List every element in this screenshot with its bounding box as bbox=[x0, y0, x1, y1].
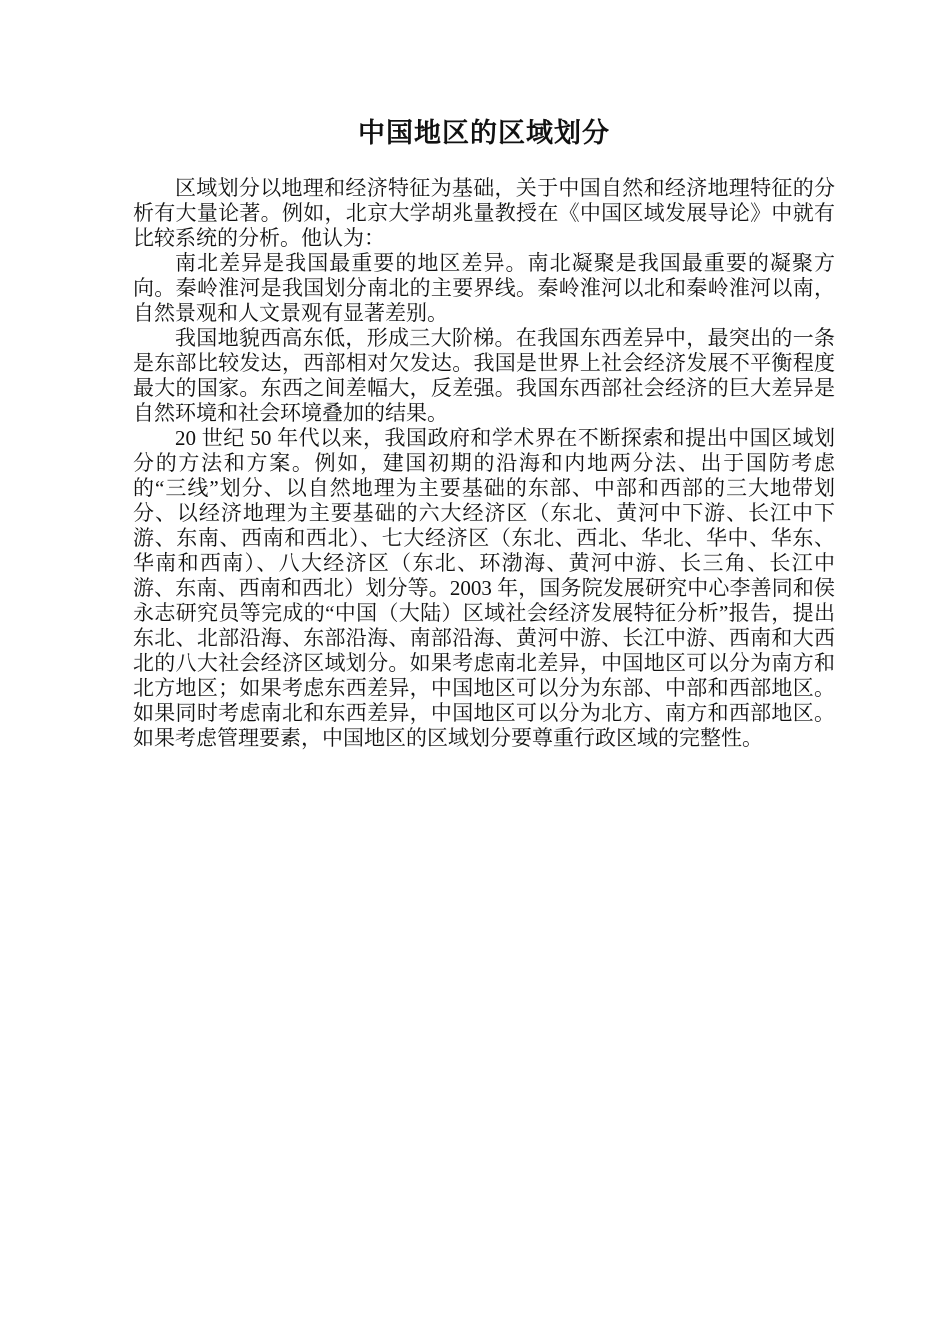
paragraph-east-west: 我国地貌西高东低，形成三大阶梯。在我国东西差异中，最突出的一条是东部比较发达，西部相对欠发达。我国是世界上社会经济发展不平衡程度最大的国家。东西之间差幅大，反差强。我国东西部社会经济的巨大差异是自然环境和社会环境叠加的结果。 bbox=[133, 326, 835, 425]
document-title: 中国地区的区域划分 bbox=[358, 118, 610, 148]
document-content bbox=[133, 116, 835, 751]
paragraph-division-schemes: 20 世纪 50 年代以来，我国政府和学术界在不断探索和提出中国区域划分的方法和方案。例如，建国初期的沿海和内地两分法、出于国防考虑的“三线”划分、以自然地理为主要基础的东部、中部和西部的三大地带划分、以经济地理为主要基础的六大经济区（东北、黄河中下游、长江中下游、东南、西南和西北）、七大经济区（东北、西北、华北、华中、华东、华南和西南）、八大经济区（东北、环渤海、黄河中游、长三角、长江中游、东南、西南和西北）划分等。2003 年，国务院发展研究中心李善同和侯永志研究员等完成的“中国（大陆）区域社会经济发展特征分析”报告，提出东北、北部沿海、东部沿海、南部沿海、黄河中游、长江中游、西南和大西北的八大社会经济区域划分。如果考虑南北差异，中国地区可以分为南方和北方地区；如果考虑东西差异，中国地区可以分为东部、中部和西部地区。如果同时考虑南北和东西差异，中国地区可以分为北方、南方和西部地区。如果考虑管理要素，中国地区的区域划分要尊重行政区域的完整性。 bbox=[133, 426, 835, 750]
paragraph-north-south: 南北差异是我国最重要的地区差异。南北凝聚是我国最重要的凝聚方向。秦岭淮河是我国划分南北的主要界线。秦岭淮河以北和秦岭淮河以南，自然景观和人文景观有显著差别。 bbox=[133, 251, 835, 325]
paragraph-intro: 区域划分以地理和经济特征为基础，关于中国自然和经济地理特征的分析有大量论著。例如，北京大学胡兆量教授在《中国区域发展导论》中就有比较系统的分析。他认为： bbox=[133, 176, 835, 250]
